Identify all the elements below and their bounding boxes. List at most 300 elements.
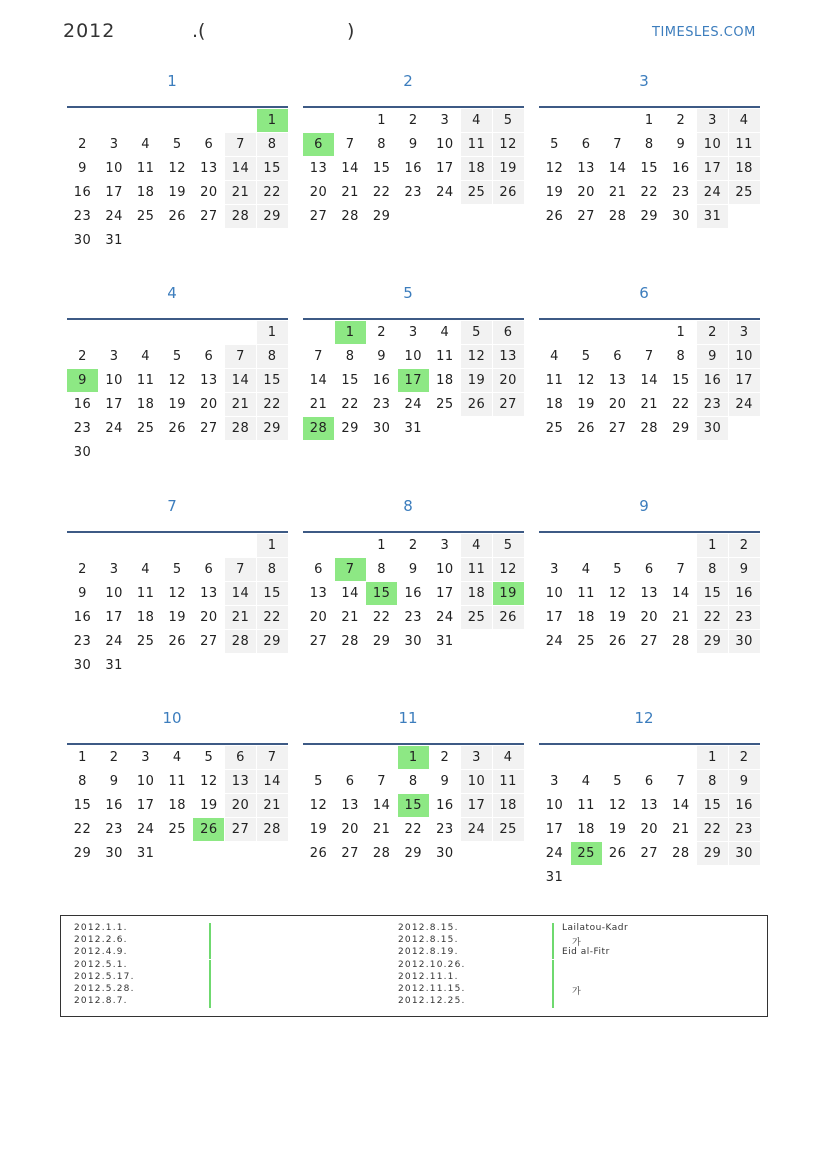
day-cell: 8 [345,349,355,364]
day-cell: 5 [172,349,182,364]
day-cell: 16 [729,582,760,605]
month-rule [67,743,288,745]
day-cell: 20 [200,610,218,625]
day-cell: 11 [136,161,155,176]
day-cell: 2 [676,113,686,128]
day-cell: 19 [608,822,627,837]
day-cell: 30 [73,445,92,460]
day-cell: 10 [729,345,760,368]
day-cell: 20 [640,610,659,625]
day-cell: 4 [141,562,151,577]
day-cell: 2 [729,534,760,557]
day-cell: 4 [729,109,760,132]
day-cell: 2 [697,321,728,344]
day-cell: 19 [309,822,328,837]
legend-marker [209,996,211,1008]
day-cell: 20 [225,794,256,817]
title-close: ) [347,20,355,42]
day-cell: 14 [257,770,288,793]
day-cell: 28 [608,209,627,224]
day-cell: 10 [461,770,492,793]
day-cell: 1 [644,113,654,128]
day-cell: 26 [608,634,627,649]
day-cell: 24 [136,822,155,837]
day-cell: 7 [377,774,387,789]
legend-item [398,923,698,935]
legend-marker [552,923,554,935]
legend-date: 2012.8.15. [398,935,459,946]
year-title: 2012 [63,20,116,42]
day-cell: 30 [73,658,92,673]
day-cell: 6 [314,562,323,577]
day-cell: 15 [257,369,288,392]
day-cell: 18 [577,610,595,625]
legend-marker [209,984,211,996]
month-rule [539,106,760,108]
day-cell: 14 [640,373,659,388]
legend-date: 2012.10.26. [398,959,466,970]
day-cell: 22 [372,610,391,625]
day-cell: 8 [377,137,387,152]
day-cell: 18 [168,798,187,813]
day-cell: 15 [257,157,288,180]
day-cell: 16 [436,798,454,813]
day-cell: 24 [105,421,123,436]
day-cell: 5 [172,562,182,577]
day-cell: 16 [697,369,728,392]
day-cell: 19 [168,185,187,200]
day-cell: 12 [309,798,328,813]
day-cell: 19 [200,798,218,813]
day-cell: 8 [257,345,288,368]
day-cell: 14 [309,373,328,388]
day-cell: 6 [204,562,214,577]
day-cell: 10 [697,133,728,156]
day-cell: 8 [78,774,87,789]
day-cell: 16 [73,185,92,200]
day-cell: 18 [436,373,454,388]
day-cell: 15 [697,582,728,605]
day-cell: 23 [672,185,690,200]
legend-date: 2012.4.9. [74,947,128,958]
day-cell: 23 [372,397,391,412]
day-cell: 9 [697,345,728,368]
month-rule [67,531,288,533]
day-cell: 21 [640,397,659,412]
legend-marker [552,984,554,996]
day-cell: 29 [73,846,92,861]
day-cell: 30 [372,421,391,436]
legend-marker [552,996,554,1008]
day-cell: 8 [644,137,654,152]
month-6 [539,284,761,484]
day-cell: 16 [729,794,760,817]
day-cell: 18 [136,397,155,412]
day-cell: 31 [545,870,564,885]
day-cell: 13 [577,161,595,176]
day-cell: 12 [545,161,564,176]
day-cell: 1 [697,534,728,557]
day-cell: 8 [257,558,288,581]
day-cell: 13 [640,586,659,601]
day-cell: 25 [436,397,454,412]
holiday-day-cell: 7 [335,558,366,581]
day-cell: 27 [608,421,627,436]
day-cell: 4 [440,325,450,340]
day-cell: 2 [729,746,760,769]
month-rule [539,531,760,533]
day-cell: 2 [78,137,87,152]
day-cell: 26 [493,181,524,204]
month-4 [67,284,289,484]
day-cell: 1 [676,325,686,340]
day-cell: 10 [404,349,423,364]
day-cell: 14 [341,586,359,601]
holiday-day-cell: 6 [303,133,334,156]
day-cell: 17 [461,794,492,817]
legend-item [74,996,374,1008]
day-cell: 10 [436,562,454,577]
day-cell: 9 [377,349,387,364]
month-title: 5 [403,284,413,302]
legend-item [398,960,698,972]
day-cell: 3 [729,321,760,344]
day-cell: 16 [404,161,423,176]
day-cell: 21 [225,393,256,416]
day-cell: 25 [136,209,155,224]
day-cell: 22 [73,822,92,837]
day-cell: 11 [436,349,454,364]
day-cell: 5 [613,774,623,789]
day-cell: 16 [73,610,92,625]
month-2 [303,72,525,272]
day-cell: 7 [676,562,686,577]
month-title: 4 [167,284,177,302]
day-cell: 28 [341,209,359,224]
day-cell: 20 [577,185,595,200]
legend-date: 2012.8.15. [398,923,459,933]
day-cell: 15 [73,798,92,813]
day-cell: 22 [404,822,423,837]
day-cell: 12 [608,798,627,813]
legend-marker [209,947,211,959]
day-cell: 25 [493,818,524,841]
day-cell: 2 [109,750,119,765]
day-cell: 28 [672,846,690,861]
day-cell: 5 [550,137,559,152]
month-rule [539,318,760,320]
day-cell: 19 [493,157,524,180]
legend-item [74,972,374,984]
day-cell: 11 [136,586,155,601]
day-cell: 30 [729,842,760,865]
day-cell: 21 [672,822,690,837]
day-cell: 19 [168,397,187,412]
day-cell: 9 [729,558,760,581]
day-cell: 29 [697,630,728,653]
day-cell: 30 [73,233,92,248]
month-rule [67,106,288,108]
day-cell: 24 [545,634,564,649]
day-cell: 23 [729,818,760,841]
month-rule [303,743,524,745]
legend-item [74,984,374,996]
legend-item [398,972,698,984]
legend-date: 2012.5.1. [74,959,128,970]
day-cell: 18 [577,822,595,837]
legend-date: 2012.5.17. [74,971,135,982]
day-cell: 9 [109,774,119,789]
day-cell: 7 [225,558,256,581]
legend-date: 2012.8.7. [74,996,128,1007]
day-cell: 22 [341,397,359,412]
day-cell: 29 [257,205,288,228]
holiday-day-cell: 1 [257,109,288,132]
day-cell: 6 [345,774,355,789]
day-cell: 28 [225,417,256,440]
day-cell: 11 [577,586,595,601]
day-cell: 4 [141,349,151,364]
day-cell: 22 [257,181,288,204]
day-cell: 14 [225,582,256,605]
month-rule [303,106,524,108]
day-cell: 20 [200,397,218,412]
legend-date: 2012.11.1. [398,971,459,982]
holiday-day-cell: 1 [398,746,429,769]
legend-item [398,935,698,947]
day-cell: 30 [404,634,423,649]
legend-item [74,923,374,935]
day-cell: 17 [136,798,155,813]
day-cell: 3 [408,325,418,340]
day-cell: 25 [136,634,155,649]
day-cell: 14 [341,161,359,176]
day-cell: 10 [136,774,155,789]
day-cell: 14 [225,157,256,180]
day-cell: 13 [608,373,627,388]
day-cell: 15 [341,373,359,388]
day-cell: 9 [78,586,87,601]
legend-item [74,935,374,947]
day-cell: 13 [200,161,218,176]
day-cell: 27 [341,846,359,861]
day-cell: 6 [644,562,654,577]
day-cell: 1 [257,321,288,344]
day-cell: 26 [493,606,524,629]
month-7 [67,497,289,697]
month-12 [539,709,761,909]
day-cell: 3 [697,109,728,132]
day-cell: 5 [493,109,524,132]
day-cell: 9 [676,137,686,152]
day-cell: 4 [581,774,591,789]
month-title: 11 [398,709,418,727]
holiday-day-cell: 17 [398,369,429,392]
legend-date: 2012.8.19. [398,947,459,958]
day-cell: 6 [493,321,524,344]
day-cell: 4 [141,137,151,152]
day-cell: 2 [377,325,387,340]
day-cell: 27 [200,421,218,436]
day-cell: 18 [461,157,492,180]
day-cell: 2 [78,349,87,364]
day-cell: 24 [545,846,564,861]
day-cell: 9 [408,562,418,577]
day-cell: 6 [204,137,214,152]
day-cell: 12 [608,586,627,601]
holiday-day-cell: 25 [571,842,602,865]
day-cell: 7 [225,345,256,368]
day-cell: 25 [136,421,155,436]
day-cell: 1 [697,746,728,769]
day-cell: 20 [493,369,524,392]
day-cell: 21 [372,822,391,837]
day-cell: 12 [168,586,187,601]
day-cell: 1 [377,113,387,128]
day-cell: 9 [729,770,760,793]
day-cell: 28 [257,818,288,841]
day-cell: 10 [105,373,123,388]
day-cell: 17 [105,185,123,200]
day-cell: 26 [168,209,187,224]
day-cell: 28 [672,634,690,649]
day-cell: 10 [545,798,564,813]
day-cell: 27 [200,634,218,649]
day-cell: 17 [436,586,454,601]
day-cell: 30 [105,846,123,861]
day-cell: 15 [257,582,288,605]
legend-marker [552,935,554,947]
day-cell: 22 [640,185,659,200]
day-cell: 7 [257,746,288,769]
day-cell: 17 [729,369,760,392]
day-cell: 3 [141,750,151,765]
day-cell: 17 [436,161,454,176]
day-cell: 13 [309,161,328,176]
day-cell: 23 [436,822,454,837]
day-cell: 10 [105,586,123,601]
day-cell: 29 [257,417,288,440]
day-cell: 18 [461,582,492,605]
day-cell: 5 [613,562,623,577]
day-cell: 27 [309,634,328,649]
day-cell: 14 [672,798,690,813]
day-cell: 23 [73,634,92,649]
day-cell: 6 [613,349,623,364]
day-cell: 3 [440,113,450,128]
day-cell: 22 [697,818,728,841]
day-cell: 8 [377,562,387,577]
day-cell: 5 [172,137,182,152]
day-cell: 6 [581,137,591,152]
month-rule [539,743,760,745]
day-cell: 23 [729,606,760,629]
day-cell: 6 [644,774,654,789]
day-cell: 27 [200,209,218,224]
day-cell: 8 [676,349,686,364]
day-cell: 7 [314,349,323,364]
day-cell: 14 [225,369,256,392]
legend-date: 2012.1.1. [74,923,128,933]
day-cell: 22 [672,397,690,412]
site-link[interactable]: TIMESLES.COM [652,25,756,40]
day-cell: 29 [697,842,728,865]
day-cell: 26 [168,421,187,436]
day-cell: 24 [461,818,492,841]
day-cell: 12 [577,373,595,388]
legend-item [398,996,698,1008]
day-cell: 26 [577,421,595,436]
day-cell: 26 [309,846,328,861]
day-cell: 15 [640,161,659,176]
day-cell: 7 [345,137,355,152]
day-cell: 21 [257,794,288,817]
day-cell: 22 [372,185,391,200]
legend-date: 2012.11.15. [398,984,466,994]
day-cell: 23 [73,421,92,436]
holiday-day-cell: 1 [335,321,366,344]
month-8 [303,497,525,697]
day-cell: 15 [672,373,690,388]
day-cell: 11 [168,774,187,789]
day-cell: 19 [577,397,595,412]
day-cell: 29 [372,209,391,224]
day-cell: 26 [545,209,564,224]
day-cell: 30 [729,630,760,653]
day-cell: 30 [672,209,690,224]
month-11 [303,709,525,909]
day-cell: 23 [73,209,92,224]
day-cell: 3 [550,562,559,577]
day-cell: 12 [168,373,187,388]
legend-item [398,947,698,959]
day-cell: 13 [309,586,328,601]
legend-marker [209,960,211,972]
day-cell: 13 [640,798,659,813]
day-cell: 20 [608,397,627,412]
legend-item [398,984,698,996]
day-cell: 7 [676,774,686,789]
month-title: 7 [167,497,177,515]
day-cell: 6 [225,746,256,769]
day-cell: 30 [436,846,454,861]
day-cell: 28 [225,630,256,653]
day-cell: 31 [136,846,155,861]
day-cell: 12 [493,133,524,156]
day-cell: 21 [309,397,328,412]
holiday-day-cell: 9 [67,369,98,392]
day-cell: 28 [640,421,659,436]
month-title: 9 [639,497,649,515]
legend-marker [552,960,554,972]
day-cell: 27 [225,818,256,841]
day-cell: 3 [109,349,119,364]
day-cell: 20 [341,822,359,837]
day-cell: 27 [309,209,328,224]
day-cell: 21 [341,185,359,200]
month-rule [303,318,524,320]
day-cell: 3 [550,774,559,789]
month-1 [67,72,289,272]
day-cell: 13 [493,345,524,368]
day-cell: 16 [404,586,423,601]
holiday-day-cell: 15 [398,794,429,817]
legend-item [74,960,374,972]
legend-name: Eid al-Fitr [562,947,610,958]
day-cell: 4 [550,349,559,364]
legend-marker [209,923,211,935]
day-cell: 11 [729,133,760,156]
